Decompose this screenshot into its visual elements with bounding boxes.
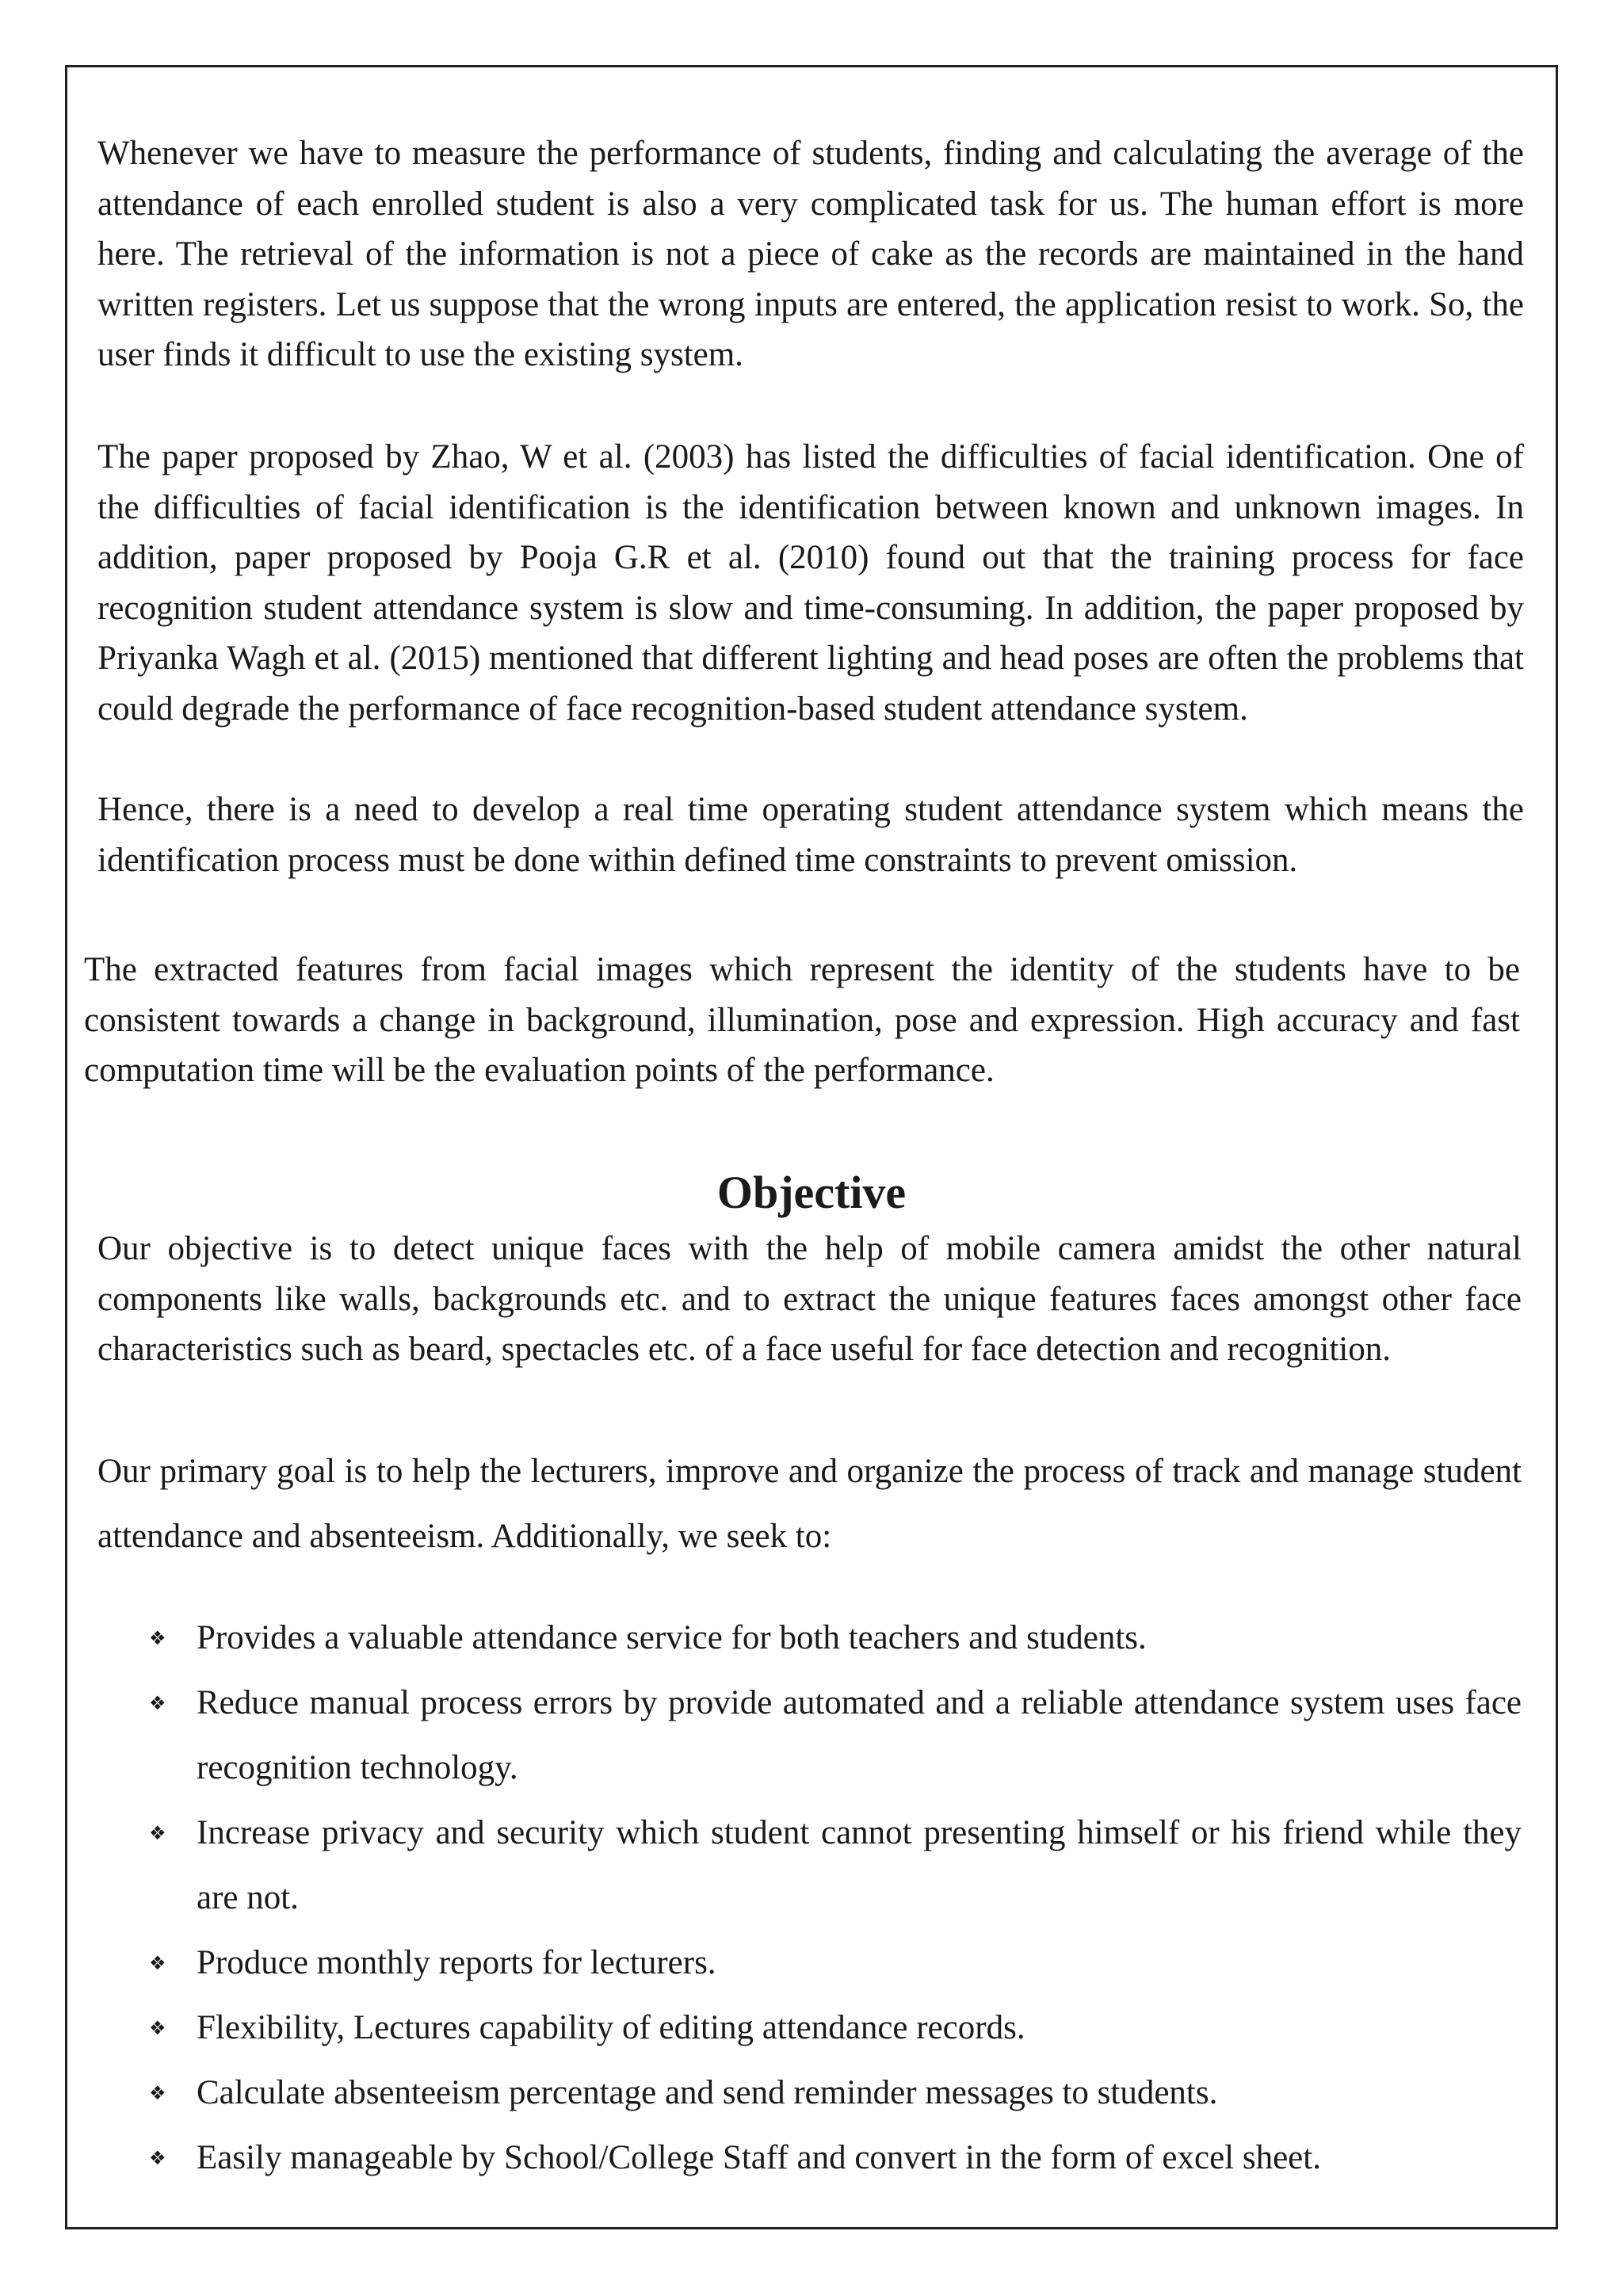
list-item xyxy=(143,1671,1522,1801)
diamond-bullet-icon: ❖ xyxy=(149,1952,166,1974)
list-item xyxy=(143,1931,1522,1996)
list-item-text: Calculate absenteeism percentage and send reminder messages to students. xyxy=(197,2074,1218,2111)
diamond-bullet-icon: ❖ xyxy=(149,1822,166,1844)
list-item-text: Provides a valuable attendance service for both teachers and students. xyxy=(197,1619,1147,1656)
list-item xyxy=(143,2126,1522,2191)
list-item xyxy=(143,1996,1522,2061)
list-item-text: Flexibility, Lectures capability of editing attendance records. xyxy=(197,2009,1025,2046)
list-item-text: Reduce manual process errors by provide automated and a reliable attendance system uses face recognition technology. xyxy=(197,1684,1522,1786)
section-heading-objective: Objective xyxy=(716,1167,907,1218)
paragraph-objective: Our objective is to detect unique faces with the help of mobile camera amidst the other natural components like walls, backgrounds etc. and to extract the unique features faces amongst other face characteristics such as beard, spectacles etc. of a face useful for face detection and recognition. xyxy=(97,1230,1522,1368)
paragraph-need-statement: Hence, there is a need to develop a real time operating student attendance system which means the identification process must be done within defined time constraints to prevent omission. xyxy=(97,791,1524,879)
list-item-text: Increase privacy and security which student cannot presenting himself or his friend while they are not. xyxy=(197,1814,1522,1916)
list-item-text: Produce monthly reports for lecturers. xyxy=(197,1944,716,1981)
paragraph-existing-system: Whenever we have to measure the performance of students, finding and calculating the average of the attendance of each enrolled student is also a very complicated task for us. The human effort is more here. The retrieval of the information is not a piece of cake as the records are maintained in the hand written registers. Let us suppose that the wrong inputs are entered, the application resist to work. So, the user finds it difficult to use the existing system. xyxy=(97,135,1524,373)
list-item-text: Easily manageable by School/College Staff and convert in the form of excel sheet. xyxy=(197,2139,1321,2176)
diamond-bullet-icon: ❖ xyxy=(149,2147,166,2169)
list-item xyxy=(143,2061,1522,2126)
diamond-bullet-icon: ❖ xyxy=(149,1692,166,1714)
paragraph-feature-consistency: The extracted features from facial images which represent the identity of the students have to be consistent towards a change in background, illumination, pose and expression. High accuracy and fast computation time will be the evaluation points of the performance. xyxy=(84,951,1520,1089)
paragraph-literature-review: The paper proposed by Zhao, W et al. (2003) has listed the difficulties of facial identification. One of the difficulties of facial identification is the identification between known and unknown images. In addition, paper proposed by Pooja G.R et al. (2010) found out that the training process for face recognition student attendance system is slow and time-consuming. In addition, the paper proposed by Priyanka Wagh et al. (2015) mentioned that different lighting and head poses are often the problems that could degrade the performance of face recognition-based student attendance system. xyxy=(97,438,1524,728)
goals-bullet-list xyxy=(143,1606,1522,2191)
list-item xyxy=(143,1606,1522,1671)
list-item xyxy=(143,1801,1522,1931)
diamond-bullet-icon: ❖ xyxy=(149,1627,166,1649)
diamond-bullet-icon: ❖ xyxy=(149,2082,166,2104)
paragraph-primary-goal: Our primary goal is to help the lecturers, improve and organize the process of track and manage student attendance and absenteeism. Additionally, we seek to: xyxy=(97,1453,1522,1555)
diamond-bullet-icon: ❖ xyxy=(149,2017,166,2039)
